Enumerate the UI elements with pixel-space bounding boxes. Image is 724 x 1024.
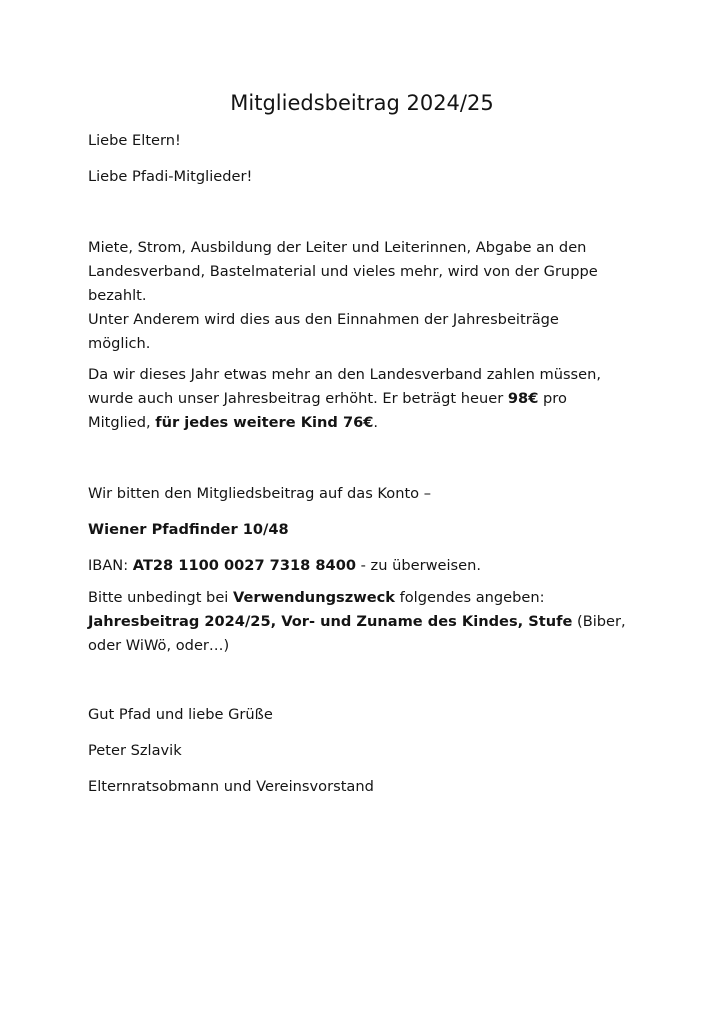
account-name [88,518,658,542]
letter-body [88,129,658,799]
text-span: wurde auch unser Jahresbeitrag erhöht. Er beträgt heuer [88,390,508,407]
signer-role: Elternratsobmann und Vereinsvorstand [88,778,374,795]
text-line: Unter Anderem wird dies aus den Einnahmen der Jahresbeiträge [88,311,559,328]
text-span: pro [538,390,567,407]
text-span: - zu überweisen. [356,557,482,574]
purpose-details: Jahresbeitrag 2024/25, Vor- und Zuname des Kindes, Stufe [88,613,573,630]
iban-value: AT28 1100 0027 7318 8400 [132,557,356,574]
text-line: Landesverband, Bastelmaterial und vieles mehr, wird von der Gruppe [88,263,598,280]
text-span: Mitglied, [88,414,156,431]
text-line [88,610,658,634]
text-span: (Biber, [572,613,626,630]
text-line: Da wir dieses Jahr etwas mehr an den Landesverband zahlen müssen, [88,366,602,383]
text-span: . [373,414,379,431]
sibling-fee: für jedes weitere Kind 76€ [155,414,374,431]
text-line [88,387,658,411]
text-span: folgendes angeben: [394,589,545,606]
fee-amount: 98€ [507,390,539,407]
text-line: oder WiWö, oder…) [88,637,230,654]
text-line [88,411,658,435]
paragraph-fee [88,363,658,435]
text-line: Miete, Strom, Ausbildung der Leiter und Leiterinnen, Abgabe an den [88,239,587,256]
signer-name: Peter Szlavik [88,742,182,759]
text-line: möglich. [88,335,151,352]
text-line [88,586,658,610]
account-name-text: Wiener Pfadfinder 10/48 [88,521,289,538]
text-span: Bitte unbedingt bei [88,589,233,606]
purpose-keyword: Verwendungszweck [233,589,395,606]
iban-line [88,554,658,578]
transfer-intro: Wir bitten den Mitgliedsbeitrag auf das Konto – [88,485,432,502]
closing: Gut Pfad und liebe Grüße [88,706,273,723]
iban-label: IBAN: [88,557,133,574]
paragraph-costs [88,236,658,356]
greeting-parents: Liebe Eltern! [88,132,181,149]
purpose-instructions [88,586,658,658]
greeting-members: Liebe Pfadi-Mitglieder! [88,168,253,185]
text-line: bezahlt. [88,287,147,304]
page-title: Mitgliedsbeitrag 2024/25 [230,91,494,115]
